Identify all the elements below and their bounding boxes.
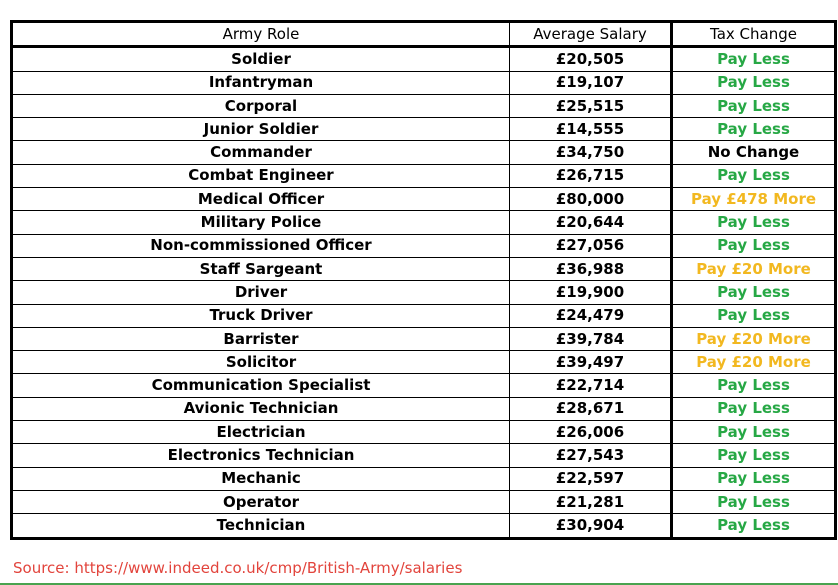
tax-change-cell: Pay Less — [672, 397, 836, 420]
table-header-row — [12, 22, 836, 47]
table-row — [12, 234, 836, 257]
tax-change-cell: Pay Less — [672, 94, 836, 117]
tax-change-cell: Pay Less — [672, 47, 836, 71]
tax-change-cell: Pay Less — [672, 211, 836, 234]
role-cell: Infantryman — [12, 71, 510, 94]
table-row — [12, 490, 836, 513]
role-cell: Electrician — [12, 421, 510, 444]
table-row — [12, 444, 836, 467]
tax-change-cell: Pay £20 More — [672, 257, 836, 280]
tax-change-cell: Pay Less — [672, 164, 836, 187]
salary-cell: £27,056 — [510, 234, 672, 257]
table-row — [12, 304, 836, 327]
tax-change-cell: Pay Less — [672, 444, 836, 467]
tax-change-cell: Pay Less — [672, 234, 836, 257]
role-cell: Operator — [12, 490, 510, 513]
tax-change-cell: Pay Less — [672, 467, 836, 490]
table-row — [12, 374, 836, 397]
salary-cell: £14,555 — [510, 118, 672, 141]
source-citation: Source: https://www.indeed.co.uk/cmp/British-Army/salaries — [13, 559, 463, 577]
role-cell: Military Police — [12, 211, 510, 234]
tax-change-cell: Pay Less — [672, 421, 836, 444]
salary-cell: £34,750 — [510, 141, 672, 164]
role-cell: Communication Specialist — [12, 374, 510, 397]
salary-cell: £26,715 — [510, 164, 672, 187]
role-cell: Truck Driver — [12, 304, 510, 327]
salary-cell: £39,497 — [510, 351, 672, 374]
role-cell: Commander — [12, 141, 510, 164]
salary-cell: £36,988 — [510, 257, 672, 280]
role-cell: Electronics Technician — [12, 444, 510, 467]
salary-cell: £26,006 — [510, 421, 672, 444]
tax-change-cell: Pay £478 More — [672, 188, 836, 211]
tax-change-cell: Pay Less — [672, 71, 836, 94]
table-row — [12, 94, 836, 117]
role-cell: Junior Soldier — [12, 118, 510, 141]
table-row — [12, 467, 836, 490]
tax-change-cell: Pay Less — [672, 304, 836, 327]
role-cell: Technician — [12, 514, 510, 538]
table-row — [12, 397, 836, 420]
header-tax-change: Tax Change — [672, 22, 836, 47]
salary-cell: £19,107 — [510, 71, 672, 94]
tax-change-cell: Pay Less — [672, 281, 836, 304]
role-cell: Non-commissioned Officer — [12, 234, 510, 257]
salary-cell: £27,543 — [510, 444, 672, 467]
table-row — [12, 327, 836, 350]
table-row — [12, 351, 836, 374]
table-row — [12, 118, 836, 141]
role-cell: Combat Engineer — [12, 164, 510, 187]
salary-cell: £20,505 — [510, 47, 672, 71]
salary-cell: £22,714 — [510, 374, 672, 397]
salary-cell: £21,281 — [510, 490, 672, 513]
header-average-salary: Average Salary — [510, 22, 672, 47]
role-cell: Medical Officer — [12, 188, 510, 211]
role-cell: Barrister — [12, 327, 510, 350]
salary-cell: £24,479 — [510, 304, 672, 327]
table-row — [12, 47, 836, 71]
salary-cell: £22,597 — [510, 467, 672, 490]
salary-table — [10, 20, 837, 540]
tax-change-cell: Pay Less — [672, 374, 836, 397]
role-cell: Driver — [12, 281, 510, 304]
table-row — [12, 71, 836, 94]
salary-cell: £39,784 — [510, 327, 672, 350]
salary-cell: £19,900 — [510, 281, 672, 304]
salary-cell: £20,644 — [510, 211, 672, 234]
table-row — [12, 188, 836, 211]
table-row — [12, 281, 836, 304]
salary-cell: £28,671 — [510, 397, 672, 420]
salary-cell: £80,000 — [510, 188, 672, 211]
table-row — [12, 164, 836, 187]
role-cell: Avionic Technician — [12, 397, 510, 420]
table-body — [12, 47, 836, 538]
tax-change-cell: Pay Less — [672, 490, 836, 513]
salary-cell: £25,515 — [510, 94, 672, 117]
role-cell: Soldier — [12, 47, 510, 71]
table-row — [12, 211, 836, 234]
role-cell: Staff Sargeant — [12, 257, 510, 280]
table-row — [12, 514, 836, 538]
role-cell: Corporal — [12, 94, 510, 117]
role-cell: Solicitor — [12, 351, 510, 374]
table-row — [12, 421, 836, 444]
table-row — [12, 141, 836, 164]
role-cell: Mechanic — [12, 467, 510, 490]
tax-change-cell: Pay £20 More — [672, 327, 836, 350]
tax-change-cell: Pay Less — [672, 514, 836, 538]
salary-cell: £30,904 — [510, 514, 672, 538]
table-row — [12, 257, 836, 280]
tax-change-cell: Pay Less — [672, 118, 836, 141]
tax-change-cell: Pay £20 More — [672, 351, 836, 374]
tax-change-cell: No Change — [672, 141, 836, 164]
header-army-role: Army Role — [12, 22, 510, 47]
